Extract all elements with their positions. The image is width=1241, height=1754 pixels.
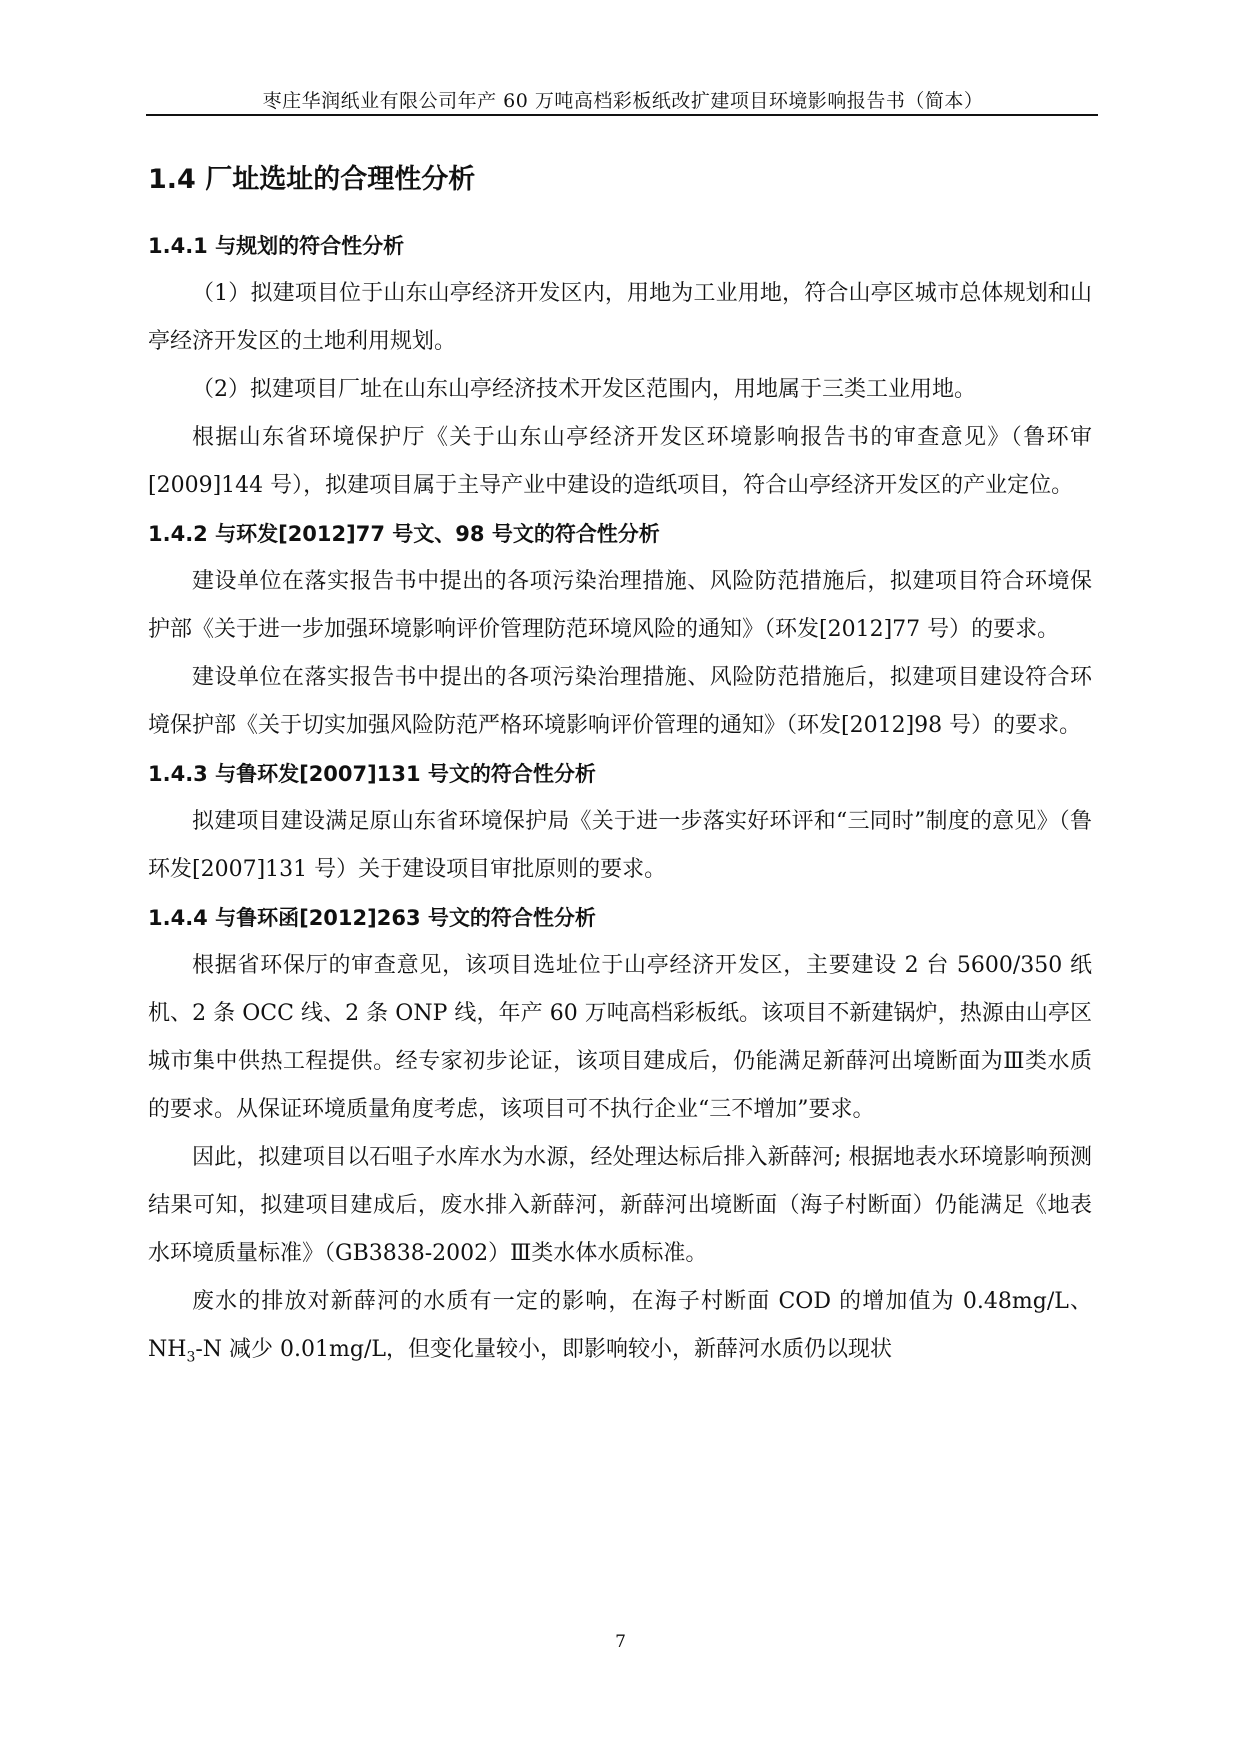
paragraph: 建设单位在落实报告书中提出的各项污染治理措施、风险防范措施后，拟建项目符合环境保护部《关于进一步加强环境影响评价管理防范环境风险的通知》（环发[2012]77 号）的要求。 [148, 569, 1092, 642]
subsection-title-1-4-2: 1.4.2 与环发[2012]77 号文、98 号文的符合性分析 [148, 522, 660, 546]
paragraph: 根据省环保厅的审查意见，该项目选址位于山亭经济开发区，主要建设 2 台 5600/350 纸机、2 条 OCC 线、2 条 ONP 线，年产 60 万吨高档彩板纸。该项目不新建锅炉，热源由山亭区城市集中供热工程提供。经专家初步论证，该项目建成后，仍能满足新薛河出境断面为Ⅲ类水质的要求。从保证环境质量角度考虑，该项目可不执行企业“三不增加”要求。 [148, 953, 1092, 1122]
subscript: 3 [186, 1349, 196, 1366]
text-run: -N 减少 0.01mg/L，但变化量较小，即影响较小，新薛河水质仍以现状 [195, 1337, 892, 1362]
page-number: 7 [615, 1632, 626, 1652]
paragraph: 建设单位在落实报告书中提出的各项污染治理措施、风险防范措施后，拟建项目建设符合环境保护部《关于切实加强风险防范严格环境影响评价管理的通知》（环发[2012]98 号）的要求。 [148, 665, 1092, 738]
document-body [148, 160, 1092, 1374]
paragraph: 拟建项目建设满足原山东省环境保护局《关于进一步落实好环评和“三同时”制度的意见》（鲁环发[2007]131 号）关于建设项目审批原则的要求。 [148, 809, 1092, 882]
header-rule [146, 114, 1098, 116]
paragraph: 因此，拟建项目以石咀子水库水为水源，经处理达标后排入新薛河; 根据地表水环境影响预测结果可知，拟建项目建成后，废水排入新薛河，新薛河出境断面（海子村断面）仍能满足《地表水环境质量标准》（GB3838-2002）Ⅲ类水体水质标准。 [148, 1145, 1092, 1266]
subsection-title-1-4-3: 1.4.3 与鲁环发[2007]131 号文的符合性分析 [148, 762, 596, 786]
paragraph: 根据山东省环境保护厅《关于山东山亭经济开发区环境影响报告书的审查意见》（鲁环审[2009]144 号），拟建项目属于主导产业中建设的造纸项目，符合山亭经济开发区的产业定位。 [148, 425, 1092, 498]
subsection-title-1-4-4: 1.4.4 与鲁环函[2012]263 号文的符合性分析 [148, 906, 596, 930]
paragraph-with-subscript [148, 1278, 1092, 1374]
paragraph: （1）拟建项目位于山东山亭经济开发区内，用地为工业用地，符合山亭区城市总体规划和山亭经济开发区的土地利用规划。 [148, 281, 1092, 354]
text-run: 废水的排放对新薛河的水质有一定的影响，在海子村断面 COD 的增加值为 0.48mg/L、NH [148, 1289, 1092, 1362]
page-header: 枣庄华润纸业有限公司年产 60 万吨高档彩板纸改扩建项目环境影响报告书（简本） [262, 90, 984, 112]
paragraph: （2）拟建项目厂址在山东山亭经济技术开发区范围内，用地属于三类工业用地。 [192, 377, 976, 402]
section-title: 1.4 厂址选址的合理性分析 [148, 164, 476, 195]
subsection-title-1-4-1: 1.4.1 与规划的符合性分析 [148, 234, 405, 258]
